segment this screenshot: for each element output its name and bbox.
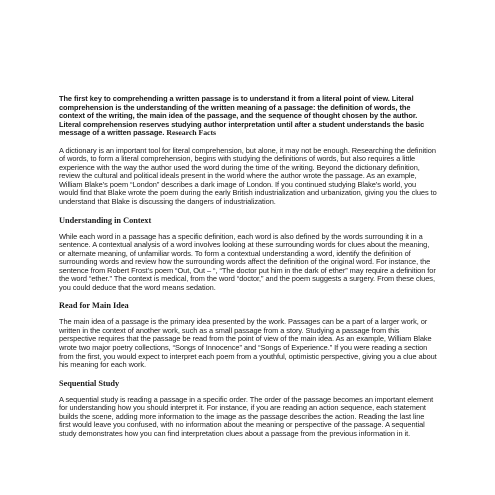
read-for-main-idea-paragraph: The main idea of a passage is the primary idea presented by the work. Passages can be a part of a larger work, or written in the context of another work, such as a small passage from a story. Studying a passage from this perspective requires that the passage be read from the point of view of the main idea. As an example, William Blake wrote two major poetry collections, “Songs of Innocence” and “Songs of Experience.” If you were reading a section from the first, you would expect to interpret each poem from a youthful, optimistic perspective, giving you a clue about his meaning for each work. <box>59 317 437 370</box>
research-facts-heading: Research Facts <box>166 128 216 138</box>
research-facts-paragraph: A dictionary is an important tool for literal comprehension, but alone, it may not be enough. Researching the definition of words, to form a literal comprehension, begins with studying the definitions of words, but also requires a little experience with the way the author used the word during the time of the writing. Beyond the dictionary definition, review the cultural and political ideals present in the world where the author wrote the passage. As an example, William Blake’s poem “London” describes a dark image of London. If you continued studying Blake’s world, you would find that Blake wrote the poem during the early British industrialization and urbanization, giving you the clues to understand that Blake is discussing the dangers of industrialization. <box>59 145 437 207</box>
document-body <box>59 95 437 438</box>
intro-paragraph <box>59 95 437 138</box>
sequential-study-heading: Sequential Study <box>59 378 120 388</box>
understanding-in-context-paragraph: While each word in a passage has a specific definition, each word is also defined by the words surrounding it in a sentence. A contextual analysis of a word involves looking at these surrounding words for clues about the meaning, or alternate meaning, of unfamiliar words. To form a contextual understanding a word, identify the definition of surrounding words and review how the surrounding words affect the definition of the original word. For instance, the sentence from Robert Frost’s poem “Out, Out – “, “The doctor put him in the dark of ether” may require a definition for the word “ether.” The context is medical, from the word “doctor,” and the poem suggests a surgery. From these clues, you could deduce that the word means sedation. <box>59 231 436 292</box>
sequential-study-paragraph: A sequential study is reading a passage in a specific order. The order of the passage becomes an important element for understanding how you should interpret it. For instance, if you are reading an action sequence, each statement builds the scene, adding more information to the image as the passage describes the action. Reading the last line first would leave you confused, with no information about the meaning or perspective of the passage. A sequential study demonstrates how you can find interpretation clues about a passage from the previous information in it. <box>59 394 434 438</box>
understanding-in-context-heading: Understanding in Context <box>59 215 152 225</box>
intro-bold-text: The first key to comprehending a written passage is to understand it from a literal point of view. Literal comprehension is the understanding of the written meaning of a passage: the definition of words, the context of the writing, the main idea of the passage, and the sequence of thought chosen by the author. Literal comprehension reserves studying author interpretation until after a student understands the basic message of a written passage. <box>59 94 425 138</box>
read-for-main-idea-heading: Read for Main Idea <box>59 301 129 311</box>
